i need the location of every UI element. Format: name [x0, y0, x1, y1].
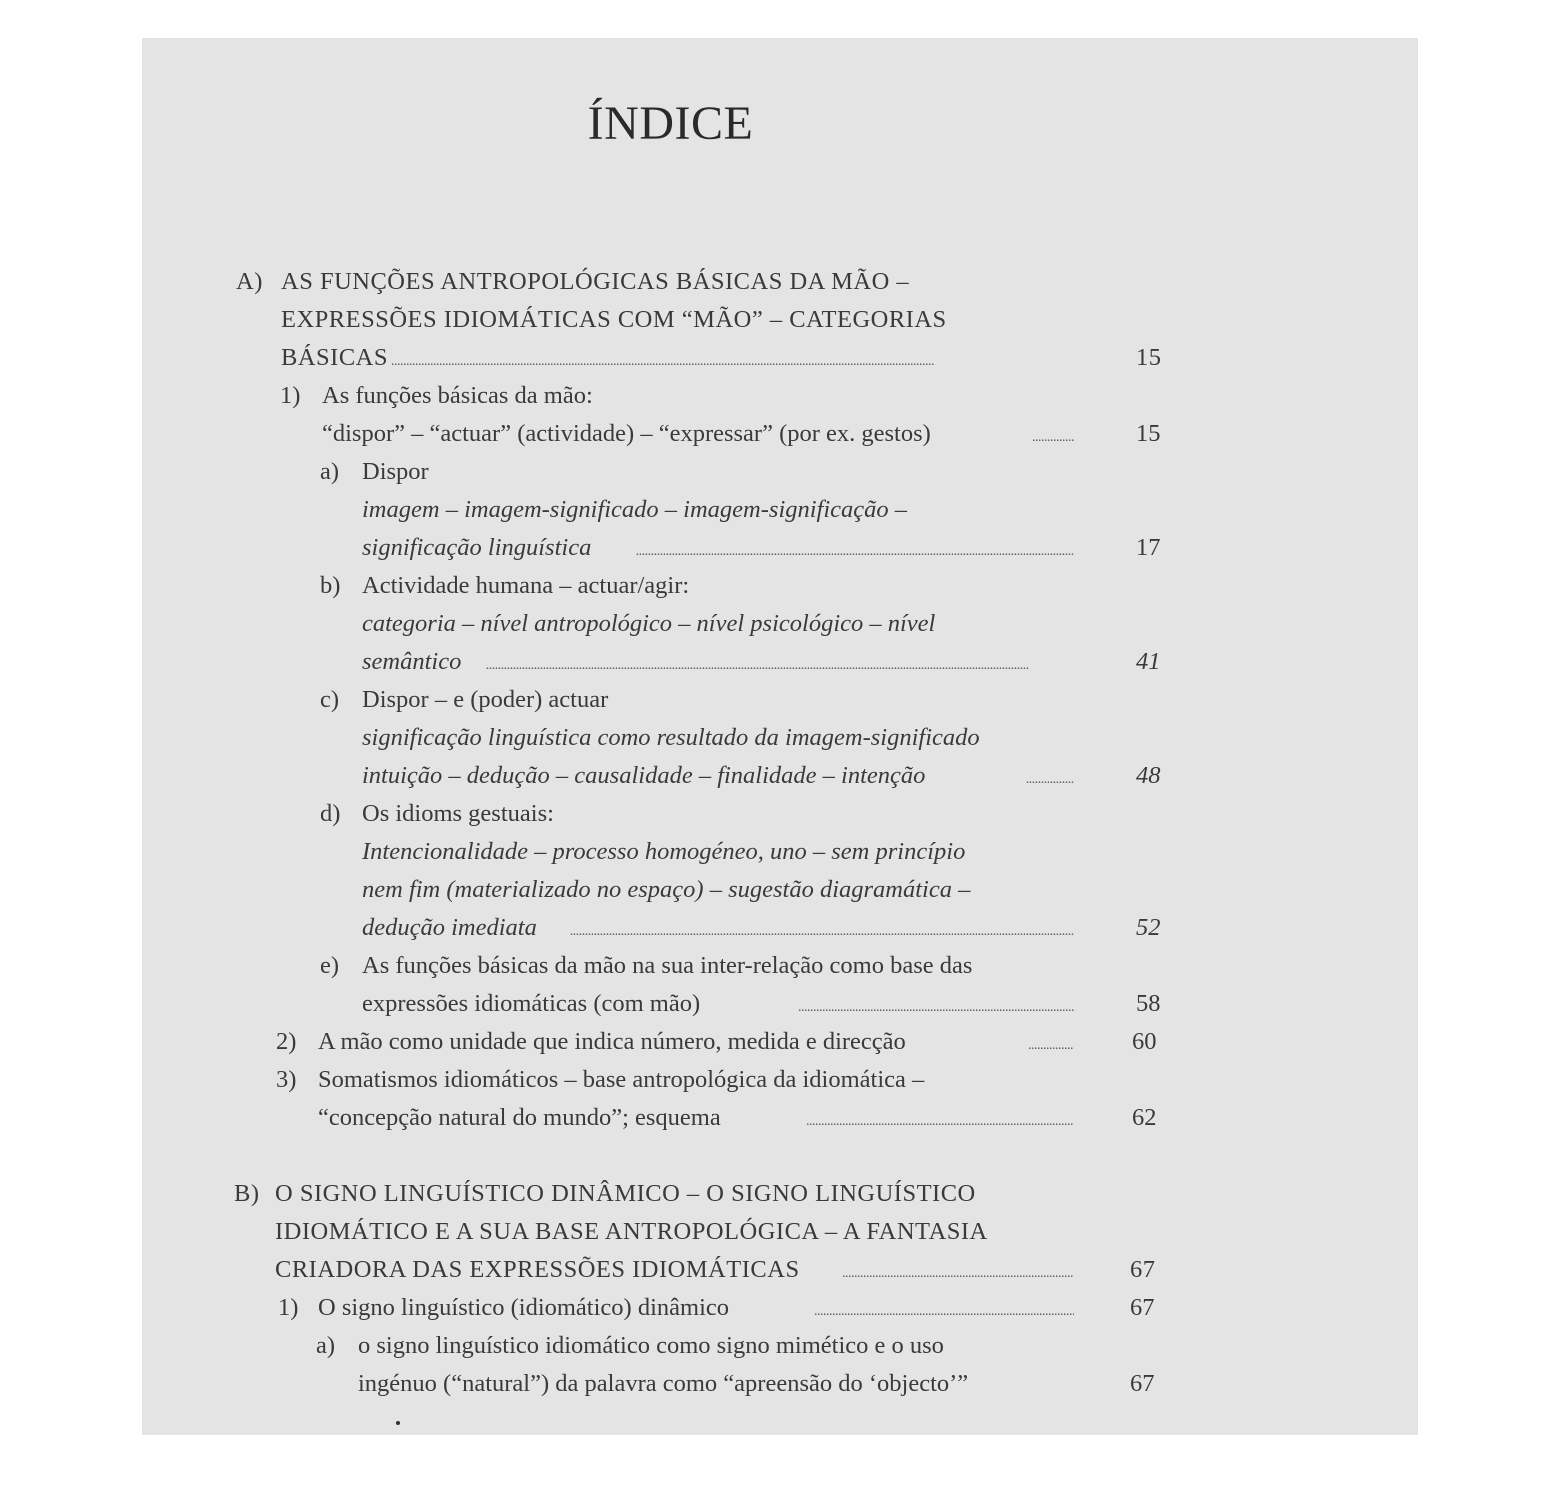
section-title-line: CRIADORA DAS EXPRESSÕES IDIOMÁTICAS [275, 1256, 800, 1283]
subitem-heading: Dispor [362, 458, 429, 485]
item-title-line: As funções básicas da mão: [322, 382, 593, 409]
dot-leader [1032, 415, 1074, 457]
subitem-italic-line: imagem – imagem-significado – imagem-significação – [362, 496, 908, 523]
subitem-heading: Os idioms gestuais: [362, 800, 554, 827]
page-number: 58 [1136, 990, 1161, 1017]
page-number: 67 [1130, 1370, 1155, 1397]
page-number: 67 [1130, 1294, 1155, 1321]
subitem-italic-line: dedução imediata [362, 914, 537, 941]
subitem-title-line: ingénuo (“natural”) da palavra como “apreensão do ‘objecto’” [358, 1370, 969, 1397]
subitem-italic-line: categoria – nível antropológico – nível psicológico – nível [362, 610, 936, 637]
item-title-line: O signo linguístico (idiomático) dinâmico [318, 1294, 729, 1321]
item-title-line: “dispor” – “actuar” (actividade) – “expressar” (por ex. gestos) [322, 420, 931, 447]
dot-leader [798, 985, 1074, 1027]
page-number: 67 [1130, 1256, 1156, 1283]
item-marker: 3) [276, 1066, 297, 1093]
page-number: 15 [1136, 420, 1161, 447]
page-number: 17 [1136, 534, 1161, 561]
dot-leader [570, 909, 1074, 951]
section-title-line: EXPRESSÕES IDIOMÁTICAS COM “MÃO” – CATEGORIAS [281, 306, 947, 333]
subitem-italic-line: Intencionalidade – processo homogéneo, uno – sem princípio [362, 838, 966, 865]
subitem-marker: a) [316, 1332, 336, 1359]
dot-leader [636, 529, 1074, 571]
dot-leader [486, 643, 1074, 685]
subitem-heading: Dispor – e (poder) actuar [362, 686, 609, 713]
item-title-line: “concepção natural do mundo”; esquema [318, 1104, 721, 1131]
page-number: 60 [1132, 1028, 1157, 1055]
subitem-title-line: expressões idiomáticas (com mão) [362, 990, 701, 1017]
dot-leader [814, 1289, 1074, 1331]
page-number: 48 [1136, 762, 1161, 789]
subitem-marker: a) [320, 458, 340, 485]
subitem-marker: c) [320, 686, 340, 713]
section-marker: B) [234, 1180, 260, 1207]
subitem-italic-line: significação linguística como resultado da imagem-significado [362, 724, 980, 751]
page-number: 62 [1132, 1104, 1157, 1131]
page-number: 41 [1136, 648, 1161, 675]
subitem-title-line: o signo linguístico idiomático como signo mimético e o uso [358, 1332, 944, 1359]
page-title: ÍNDICE [587, 97, 754, 150]
section-title-line: IDIOMÁTICO E A SUA BASE ANTROPOLÓGICA – A FANTASIA [275, 1218, 988, 1245]
subitem-italic-line: nem fim (materializado no espaço) – sugestão diagramática – [362, 876, 971, 903]
dot-leader [842, 1251, 1074, 1293]
dot-leader [806, 1099, 1074, 1141]
subitem-heading: Actividade humana – actuar/agir: [362, 572, 690, 599]
subitem-title-line: As funções básicas da mão na sua inter-relação como base das [362, 952, 973, 979]
item-title-line: Somatismos idiomáticos – base antropológica da idiomática – [318, 1066, 925, 1093]
section-title-line: BÁSICAS [281, 344, 388, 371]
item-marker: 1) [280, 382, 301, 409]
item-marker: 2) [276, 1028, 297, 1055]
page-number: 52 [1136, 914, 1161, 941]
subitem-italic-line: semântico [362, 648, 462, 675]
section-marker: A) [236, 268, 263, 295]
page-number: 15 [1136, 344, 1162, 371]
dot-leader [1028, 1023, 1074, 1065]
subitem-marker: d) [320, 800, 341, 827]
section-title-line: AS FUNÇÕES ANTROPOLÓGICAS BÁSICAS DA MÃO – [281, 268, 910, 295]
item-title-line: A mão como unidade que indica número, medida e direcção [318, 1028, 906, 1055]
subitem-italic-line: significação linguística [362, 534, 592, 561]
subitem-marker: b) [320, 572, 341, 599]
section-title-line: O SIGNO LINGUÍSTICO DINÂMICO – O SIGNO LINGUÍSTICO [275, 1180, 976, 1207]
stray-mark [396, 1421, 400, 1425]
dot-leader [1026, 757, 1074, 799]
item-marker: 1) [278, 1294, 299, 1321]
document-page [142, 38, 1418, 1435]
dot-leader [391, 339, 1074, 381]
subitem-italic-line: intuição – dedução – causalidade – finalidade – intenção [362, 762, 926, 789]
subitem-marker: e) [320, 952, 340, 979]
